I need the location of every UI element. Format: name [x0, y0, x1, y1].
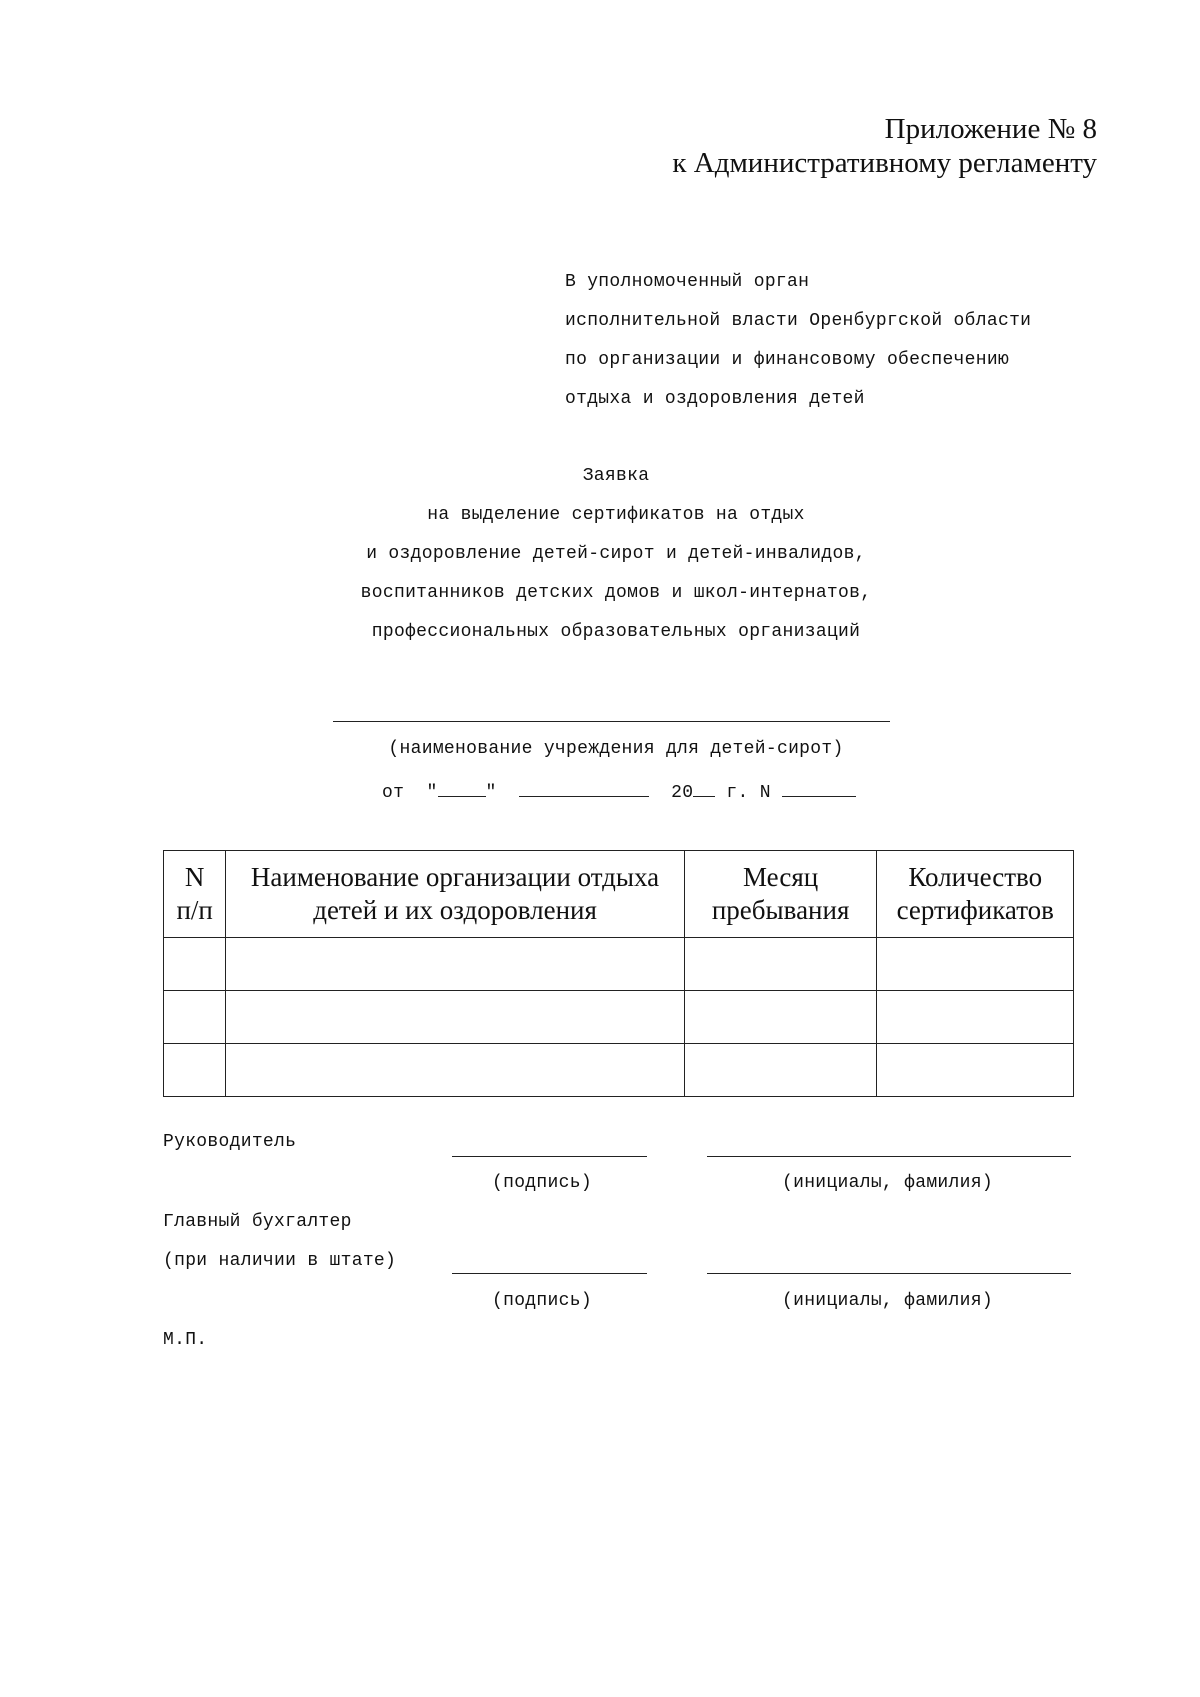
- accountant-name-caption: (инициалы, фамилия): [782, 1291, 993, 1311]
- year-prefix: 20: [671, 783, 694, 803]
- table-cell[interactable]: [164, 1044, 226, 1097]
- certificates-table: [163, 850, 1074, 1097]
- table-row: [164, 938, 1074, 991]
- table-row: [164, 1044, 1074, 1097]
- request-subtitle-line: и оздоровление детей-сирот и детей-инвалидов,: [366, 544, 866, 564]
- table-cell[interactable]: [877, 1044, 1074, 1097]
- addressee-line: отдыха и оздоровления детей: [565, 389, 865, 409]
- number-label: N: [759, 783, 771, 803]
- date-number-line: [382, 780, 856, 803]
- head-signature-caption: (подпись): [492, 1173, 592, 1193]
- head-signature-field[interactable]: [452, 1156, 647, 1157]
- table-header-row: [164, 851, 1074, 938]
- month-field[interactable]: [519, 780, 649, 797]
- table-cell[interactable]: [684, 1044, 877, 1097]
- year-suffix: г.: [726, 783, 749, 803]
- table-cell[interactable]: [164, 938, 226, 991]
- appendix-reference: к Административному регламенту: [672, 147, 1097, 179]
- table-cell[interactable]: [226, 938, 684, 991]
- accountant-label: Главный бухгалтер: [163, 1212, 352, 1232]
- head-label: Руководитель: [163, 1132, 297, 1152]
- head-name-field[interactable]: [707, 1156, 1071, 1157]
- column-header-month: Месяц пребывания: [684, 851, 877, 938]
- table-cell[interactable]: [164, 991, 226, 1044]
- quote-open: ": [426, 783, 438, 803]
- table-cell[interactable]: [877, 938, 1074, 991]
- table-cell[interactable]: [877, 991, 1074, 1044]
- accountant-signature-caption: (подпись): [492, 1291, 592, 1311]
- column-header-organization: Наименование организации отдыха детей и их оздоровления: [226, 851, 684, 938]
- addressee-line: В уполномоченный орган: [565, 272, 810, 292]
- appendix-number: Приложение № 8: [884, 113, 1097, 145]
- addressee-line: исполнительной власти Оренбургской области: [565, 311, 1032, 331]
- date-from-label: от: [382, 783, 405, 803]
- addressee-line: по организации и финансовому обеспечению: [565, 350, 1010, 370]
- appendix-heading: [672, 112, 1097, 180]
- institution-name-field[interactable]: [333, 721, 890, 722]
- request-subtitle-line: профессиональных образовательных организаций: [371, 622, 861, 642]
- year-field[interactable]: [693, 780, 715, 797]
- table-cell[interactable]: [226, 1044, 684, 1097]
- accountant-note: (при наличии в штате): [163, 1251, 397, 1271]
- number-field[interactable]: [782, 780, 856, 797]
- table-cell[interactable]: [226, 991, 684, 1044]
- accountant-name-field[interactable]: [707, 1273, 1071, 1274]
- request-title: Заявка: [582, 466, 650, 486]
- table-row: [164, 991, 1074, 1044]
- table-cell[interactable]: [684, 938, 877, 991]
- accountant-signature-field[interactable]: [452, 1273, 647, 1274]
- request-subtitle-line: на выделение сертификатов на отдых: [427, 505, 805, 525]
- head-name-caption: (инициалы, фамилия): [782, 1173, 993, 1193]
- seal-placeholder: М.П.: [163, 1330, 208, 1350]
- table-cell[interactable]: [684, 991, 877, 1044]
- institution-caption: (наименование учреждения для детей-сирот): [388, 739, 844, 759]
- day-field[interactable]: [438, 780, 486, 797]
- column-header-count: Количество сертификатов: [877, 851, 1074, 938]
- request-subtitle-line: воспитанников детских домов и школ-интернатов,: [360, 583, 872, 603]
- column-header-number: N п/п: [164, 851, 226, 938]
- quote-close: ": [485, 783, 497, 803]
